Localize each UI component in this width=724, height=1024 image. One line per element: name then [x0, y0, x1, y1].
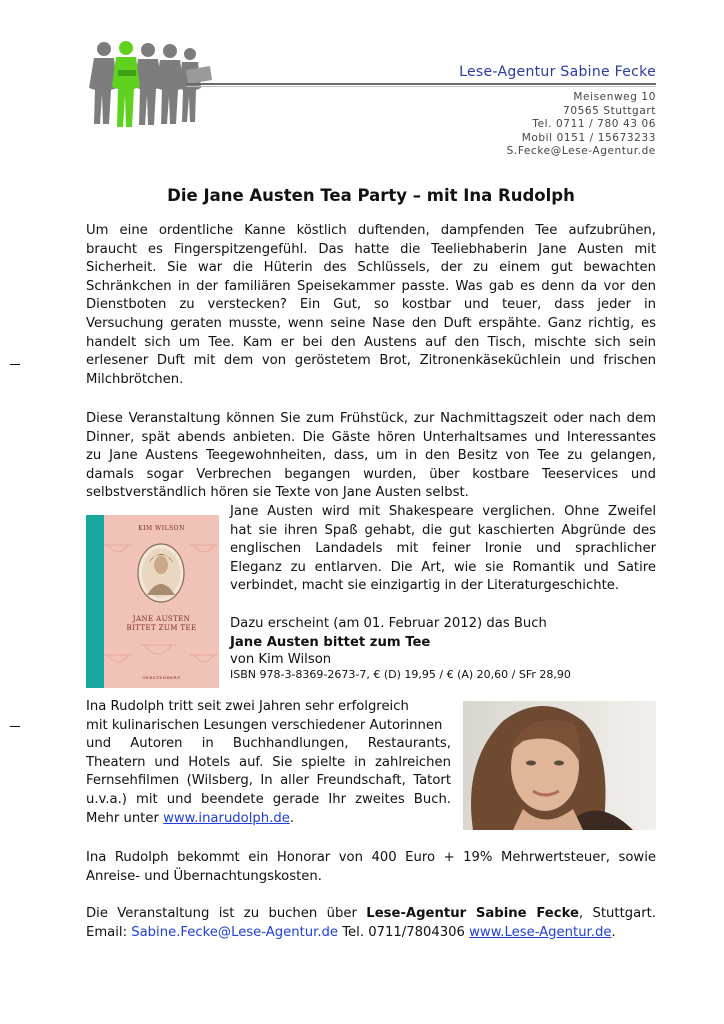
booking-agency: Lese-Agentur Sabine Fecke — [366, 906, 579, 921]
text-line: Sicherheit. Sie war die Hüterin des Schlüssels, der zu einem gut bewachten — [86, 260, 656, 276]
text-line: zu Jane Austens Teegewohnheiten, dass, um in den Besitz von Tee zu gelangen, — [86, 448, 656, 464]
text-line: Ina Rudolph tritt seit zwei Jahren sehr erfolgreich — [86, 699, 409, 714]
text-line: Versuchung geraten musste, wenn seine Nase den Duft erspähte. Ganz richtig, es — [86, 315, 656, 331]
header-rule-light — [186, 86, 656, 87]
portrait-illustration — [463, 701, 656, 830]
more-label: Mehr unter — [86, 810, 164, 826]
agency-name: Lese-Agentur Sabine Fecke — [459, 64, 656, 80]
text-line: hat sie ihren Spaß gehabt, die gut kaschierten Abgründe des — [230, 522, 656, 538]
text-line: Ina Rudolph bekommt ein Honorar von 400 Euro + 19% Mehrwertsteuer, sowie — [86, 850, 656, 865]
header-rule — [186, 83, 656, 85]
text-line: englischen Landadels mit feiner Ironie und sprachlicher — [230, 541, 656, 557]
phone-text: Tel. 0711/7804306 — [338, 924, 470, 940]
address-street: Meisenweg 10 — [573, 91, 656, 103]
booking-suffix: , Stuttgart. — [578, 906, 656, 921]
text-line: u.v.a.) mit und beendete gerade Ihr zweites Buch. — [86, 791, 451, 807]
book-cover-title-line: JANE AUSTEN — [132, 615, 191, 623]
book-author: von Kim Wilson — [230, 652, 332, 668]
text-line: braucht es Fingerspitzengefühl. Das hatte die Teeliebhaberin Jane Austen mit — [86, 241, 656, 257]
text-line — [86, 924, 656, 943]
margin-mark — [10, 364, 20, 365]
book-isbn: ISBN 978-3-8369-2673-7, € (D) 19,95 / € (A) 20,60 / SFr 28,90 — [230, 668, 571, 682]
event-paragraph — [86, 410, 656, 503]
book-title: Jane Austen bittet zum Tee — [230, 634, 431, 650]
text-line: Anreise- und Übernachtungskosten. — [86, 868, 322, 884]
punctuation: . — [289, 810, 295, 826]
book-cover-title — [104, 615, 219, 633]
shakespeare-paragraph — [230, 503, 656, 596]
ina-rudolph-photo — [463, 701, 656, 830]
address-phone: Tel. 0711 / 780 43 06 — [532, 118, 656, 130]
text-line: handelt sich um Tee. Kam er bei den Austens auf den Tisch, mischte sich sein — [86, 334, 656, 350]
ina-paragraph — [86, 698, 451, 828]
address-email[interactable]: S.Fecke@Lese-Agentur.de — [506, 145, 656, 157]
reading-group-logo — [86, 40, 212, 134]
text-line: Dinner, spät abends anbieten. Die Gäste hören Unterhaltsames und Interessantes — [86, 429, 656, 445]
email-link[interactable]: Sabine.Fecke@Lese-Agentur.de — [131, 924, 339, 940]
book-spine — [86, 515, 104, 688]
punctuation: . — [611, 924, 616, 940]
text-line: und Autoren in Buchhandlungen, Restaurants, — [86, 736, 451, 752]
text-line — [86, 905, 656, 924]
text-line: Schränkchen in der familiären Speisekammer passte. Was gab es denn da vor den — [86, 278, 656, 294]
book-announcement: Dazu erscheint (am 01. Februar 2012) das Buch — [230, 616, 547, 631]
book-cover-title-line: BITTET ZUM TEE — [126, 624, 197, 632]
text-line: verbindet, macht sie einzigartig in der Literaturgeschichte. — [230, 578, 620, 594]
book-info — [230, 615, 656, 682]
text-line: Eleganz zu entlarven. Die Art, wie sie Romantik und Satire — [230, 559, 656, 575]
booking-paragraph — [86, 905, 656, 942]
book-cover-publisher: GERSTENBERG — [142, 675, 181, 680]
text-line: Milchbrötchen. — [86, 371, 184, 387]
book-cover-image — [86, 515, 219, 688]
text-line: erlesener Duft mit dem von geröstetem Brot, Zitronenkäseküchlein und frischen — [86, 353, 656, 369]
intro-paragraph — [86, 222, 656, 389]
margin-mark — [10, 726, 20, 727]
text-line: damals sogar Verbrechen begangen wurden, über kostbare Teeservices und — [86, 466, 656, 482]
address-mobile: Mobil 0151 / 15673233 — [521, 131, 656, 144]
email-label: Email: — [86, 924, 132, 940]
text-line: selbstverständlich hören sie Texte von Jane Austen selbst. — [86, 485, 469, 501]
text-line: Jane Austen wird mit Shakespeare verglichen. Ohne Zweifel — [230, 504, 656, 519]
agency-website-link[interactable]: www.Lese-Agentur.de — [469, 924, 612, 940]
text-line: mit kulinarischen Lesungen verschiedener Autorinnen — [86, 717, 443, 733]
text-line: Theatern und Hotels auf. Sie spielte in zahlreichen — [86, 754, 451, 770]
text-line: Um eine ordentliche Kanne köstlich duftenden, dampfenden Tee aufzubrühen, — [86, 223, 656, 238]
fee-paragraph — [86, 849, 656, 886]
booking-prefix: Die Veranstaltung ist zu buchen über — [86, 906, 367, 921]
page-title: Die Jane Austen Tea Party – mit Ina Rudolph — [167, 186, 575, 205]
teacup-pattern — [104, 515, 219, 688]
address-city: 70565 Stuttgart — [563, 104, 656, 117]
text-line: Diese Veranstaltung können Sie zum Frühstück, zur Nachmittagszeit oder nach dem — [86, 411, 656, 426]
text-line — [86, 810, 451, 829]
ina-website-link[interactable]: www.inarudolph.de — [163, 810, 290, 826]
text-line: Dienstboten zu verstecken? Ein Gut, so kostbar und teuer, dass jeder in — [86, 297, 656, 313]
address-block — [400, 91, 656, 159]
book-cover-author: KIM WILSON — [138, 525, 185, 532]
text-line: Fernsehfilmen (Wilsberg, In aller Freundschaft, Tatort — [86, 773, 451, 789]
